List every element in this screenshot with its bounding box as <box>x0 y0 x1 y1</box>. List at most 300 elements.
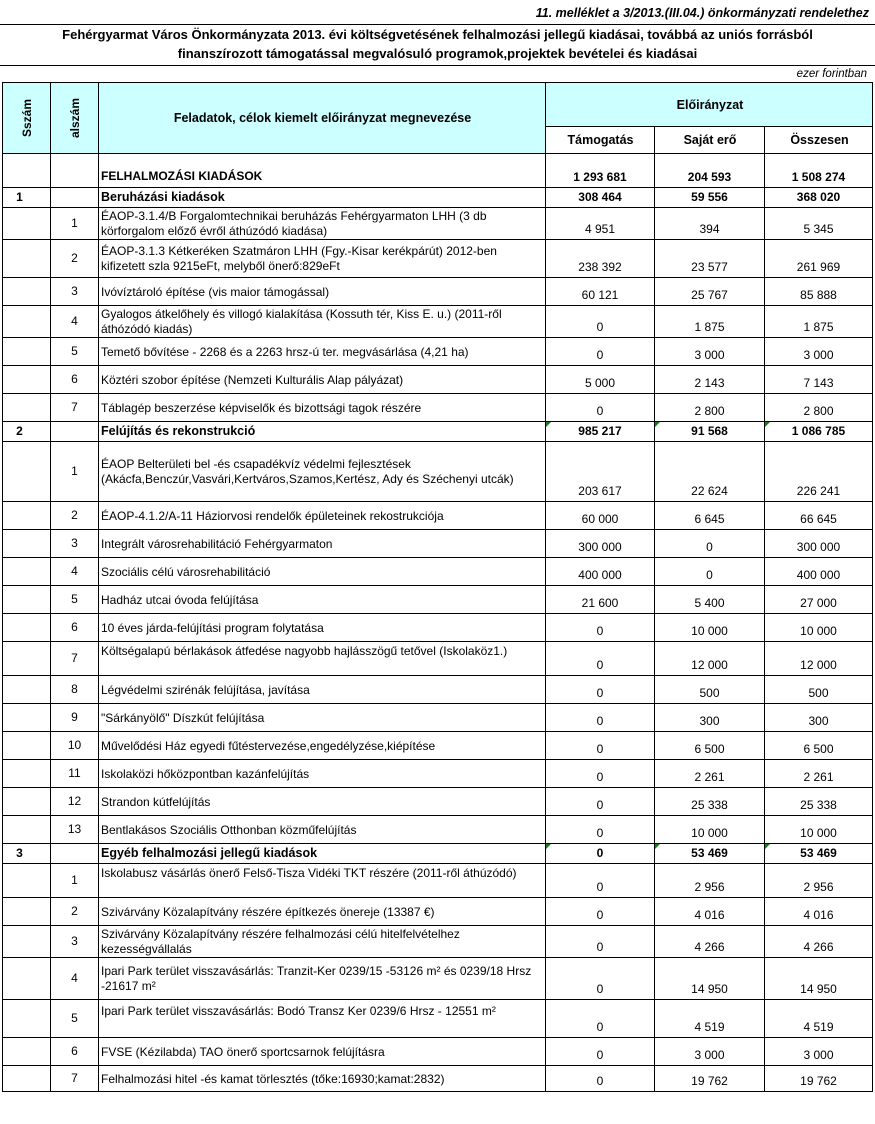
item-number: 10 <box>67 737 82 752</box>
item-tam: 0 <box>596 686 604 700</box>
alszam-cell <box>50 240 98 278</box>
item-ossz: 261 969 <box>796 260 841 274</box>
tam-cell <box>545 642 654 676</box>
tam-cell <box>545 278 654 306</box>
item-ossz: 3 000 <box>803 1048 834 1062</box>
header-sajat: Saját erő <box>683 133 737 147</box>
item-number: 5 <box>71 343 78 358</box>
ossz-cell <box>764 704 873 732</box>
header-szam-cell <box>2 82 50 154</box>
item-description: ÉAOP-3.1.4/B Forgalomtechnikai beruházás Fehérgyarmaton LHH (3 db körforgalom előző évről áthúzódó kiadása) <box>101 209 487 238</box>
item-ossz: 25 338 <box>800 798 837 812</box>
desc-cell <box>98 1000 545 1038</box>
section-tam: 0 <box>596 846 604 860</box>
item-sajat: 2 800 <box>694 404 725 418</box>
desc-cell <box>98 422 545 442</box>
ossz-cell <box>764 642 873 676</box>
item-tam: 0 <box>596 940 604 954</box>
desc-cell <box>98 394 545 422</box>
sajat-cell <box>654 788 764 816</box>
total-ossz: 1 508 274 <box>791 170 846 184</box>
item-ossz: 10 000 <box>800 826 837 840</box>
section-label: Beruházási kiadások <box>101 190 225 204</box>
szam-cell <box>2 1000 50 1038</box>
item-tam: 0 <box>596 770 604 784</box>
item-tam: 203 617 <box>578 484 622 498</box>
item-number: 4 <box>71 970 78 985</box>
item-sajat: 25 767 <box>691 288 728 302</box>
desc-cell <box>98 188 545 208</box>
alszam-cell <box>50 676 98 704</box>
item-number: 3 <box>71 933 78 948</box>
section-number: 2 <box>16 424 23 438</box>
item-ossz: 300 <box>808 714 829 728</box>
desc-cell <box>98 704 545 732</box>
item-description: ÉAOP-4.1.2/A-11 Háziorvosi rendelők épületeinek rekostrukciója <box>101 508 444 523</box>
item-number: 11 <box>68 765 81 780</box>
item-number: 13 <box>67 821 82 836</box>
section-label: Egyéb felhalmozási jellegű kiadások <box>101 846 318 860</box>
desc-cell <box>98 338 545 366</box>
alszam-cell <box>50 502 98 530</box>
szam-cell <box>2 614 50 642</box>
item-description: Ipari Park terület visszavásárlás: Tranzit-Ker 0239/15 -53126 m² és 0239/18 Hrsz -21617 m² <box>101 964 532 993</box>
item-tam: 0 <box>596 658 604 672</box>
item-description: "Sárkányölő" Díszkút felújítása <box>101 710 265 725</box>
sajat-cell <box>654 306 764 338</box>
alszam-cell <box>50 1000 98 1038</box>
table-row <box>0 558 875 586</box>
section-sajat: 53 469 <box>691 846 728 860</box>
item-tam: 0 <box>596 880 604 894</box>
header-alszam: alszám <box>68 97 82 139</box>
tam-cell <box>545 676 654 704</box>
sajat-cell <box>654 1000 764 1038</box>
item-sajat: 300 <box>699 714 720 728</box>
sajat-cell <box>654 208 764 240</box>
table-row <box>0 676 875 704</box>
item-ossz: 400 000 <box>796 568 841 582</box>
szam-cell <box>2 306 50 338</box>
szam-cell <box>2 676 50 704</box>
desc-cell <box>98 642 545 676</box>
item-tam: 21 600 <box>581 596 619 610</box>
header-group-cell <box>545 82 873 126</box>
szam-cell <box>2 642 50 676</box>
ossz-cell <box>764 1038 873 1066</box>
table-row <box>0 442 875 502</box>
item-tam: 300 000 <box>578 540 622 554</box>
desc-cell <box>98 926 545 958</box>
ossz-cell <box>764 586 873 614</box>
tam-cell <box>545 1066 654 1092</box>
alszam-cell <box>50 188 98 208</box>
item-number: 7 <box>71 399 78 414</box>
table-row <box>0 530 875 558</box>
alszam-cell <box>50 442 98 502</box>
header-tam: Támogatás <box>567 133 634 147</box>
item-sajat: 5 400 <box>694 596 725 610</box>
item-tam: 0 <box>596 826 604 840</box>
tam-cell <box>545 898 654 926</box>
item-number: 8 <box>71 681 78 696</box>
desc-cell <box>98 442 545 502</box>
item-description: ÉAOP-3.1.3 Kétkeréken Szatmáron LHH (Fgy.-Kisar kerékpárút) 2012-ben kifizetett szla 9215eFt, melyből önerő:829eFt <box>101 244 497 273</box>
item-tam: 0 <box>596 1074 604 1088</box>
desc-cell <box>98 676 545 704</box>
item-description: Szivárvány Közalapítvány részére felhalmozási célú hitelfelvételhez kezességvállalás <box>101 927 460 956</box>
tam-cell <box>545 816 654 844</box>
tam-cell <box>545 844 654 864</box>
szam-cell <box>2 864 50 898</box>
desc-cell <box>98 208 545 240</box>
sajat-cell <box>654 338 764 366</box>
item-ossz: 14 950 <box>800 982 837 996</box>
szam-cell <box>2 530 50 558</box>
item-tam: 238 392 <box>578 260 622 274</box>
tam-cell <box>545 864 654 898</box>
section-sajat: 91 568 <box>691 424 728 438</box>
item-ossz: 5 345 <box>803 222 834 236</box>
table-row <box>0 898 875 926</box>
item-number: 3 <box>71 283 78 298</box>
table-header <box>0 82 875 154</box>
item-number: 3 <box>71 535 78 550</box>
alszam-cell <box>50 704 98 732</box>
szam-cell <box>2 926 50 958</box>
section-number: 1 <box>16 190 23 204</box>
table-row <box>0 208 875 240</box>
ossz-cell <box>764 240 873 278</box>
item-tam: 0 <box>596 320 604 334</box>
table-row <box>0 366 875 394</box>
ossz-cell <box>764 1066 873 1092</box>
szam-cell <box>2 844 50 864</box>
alszam-cell <box>50 898 98 926</box>
header-tam-cell <box>545 126 654 154</box>
sajat-cell <box>654 642 764 676</box>
sajat-cell <box>654 154 764 188</box>
tam-cell <box>545 422 654 442</box>
item-number: 2 <box>71 507 78 522</box>
alszam-cell <box>50 864 98 898</box>
item-number: 1 <box>71 215 78 230</box>
sajat-cell <box>654 958 764 1000</box>
desc-cell <box>98 614 545 642</box>
szam-cell <box>2 558 50 586</box>
sajat-cell <box>654 366 764 394</box>
szam-cell <box>2 958 50 1000</box>
desc-cell <box>98 530 545 558</box>
alszam-cell <box>50 760 98 788</box>
item-tam: 0 <box>596 1048 604 1062</box>
sajat-cell <box>654 614 764 642</box>
item-tam: 0 <box>596 624 604 638</box>
alszam-cell <box>50 816 98 844</box>
item-number: 6 <box>71 619 78 634</box>
item-description: 10 éves járda-felújítási program folytatása <box>101 620 324 635</box>
item-description: FVSE (Kézilabda) TAO önerő sportcsarnok felújításra <box>101 1044 385 1059</box>
item-description: Táblagép beszerzése képviselők és bizottsági tagok részére <box>101 400 422 415</box>
item-sajat: 0 <box>706 568 713 582</box>
alszam-cell <box>50 278 98 306</box>
desc-cell <box>98 816 545 844</box>
item-number: 12 <box>67 793 82 808</box>
table-row <box>0 278 875 306</box>
desc-cell <box>98 306 545 338</box>
alszam-cell <box>50 614 98 642</box>
sajat-cell <box>654 586 764 614</box>
item-ossz: 300 000 <box>796 540 841 554</box>
table-row <box>0 926 875 958</box>
table-row <box>0 864 875 898</box>
desc-cell <box>98 788 545 816</box>
sajat-cell <box>654 278 764 306</box>
desc-cell <box>98 898 545 926</box>
item-description: Strandon kútfelújítás <box>101 794 211 809</box>
desc-cell <box>98 1066 545 1092</box>
item-description: Ipari Park terület visszavásárlás: Bodó Transz Ker 0239/6 Hrsz - 12551 m² <box>101 1004 496 1018</box>
item-ossz: 12 000 <box>800 658 837 672</box>
sajat-cell <box>654 926 764 958</box>
item-ossz: 19 762 <box>800 1074 837 1088</box>
item-ossz: 4 519 <box>803 1020 834 1034</box>
sajat-cell <box>654 422 764 442</box>
item-sajat: 14 950 <box>691 982 728 996</box>
alszam-cell <box>50 1066 98 1092</box>
alszam-cell <box>50 1038 98 1066</box>
table-row <box>0 1066 875 1092</box>
ossz-cell <box>764 422 873 442</box>
header-group: Előirányzat <box>676 98 744 112</box>
item-number: 4 <box>71 313 78 328</box>
item-number: 2 <box>71 903 78 918</box>
table-row <box>0 788 875 816</box>
item-ossz: 4 266 <box>803 940 834 954</box>
ossz-cell <box>764 1000 873 1038</box>
section-tam: 308 464 <box>578 190 622 204</box>
ossz-cell <box>764 530 873 558</box>
szam-cell <box>2 278 50 306</box>
item-number: 6 <box>71 371 78 386</box>
item-ossz: 6 500 <box>803 742 834 756</box>
szam-cell <box>2 208 50 240</box>
tam-cell <box>545 306 654 338</box>
table-row <box>0 642 875 676</box>
item-ossz: 2 261 <box>803 770 834 784</box>
tam-cell <box>545 442 654 502</box>
item-sajat: 2 956 <box>694 880 725 894</box>
item-description: Köztéri szobor építése (Nemzeti Kulturális Alap pályázat) <box>101 372 404 387</box>
ossz-cell <box>764 306 873 338</box>
table-row <box>0 816 875 844</box>
item-description: Költségalapú bérlakások átfedése nagyobb hajlásszögű tetővel (Iskolaköz1.) <box>101 644 508 658</box>
ossz-cell <box>764 844 873 864</box>
item-sajat: 2 143 <box>694 376 725 390</box>
ossz-cell <box>764 278 873 306</box>
item-description: Iskolaközi hőközpontban kazánfelújítás <box>101 766 310 781</box>
szam-cell <box>2 188 50 208</box>
section-label: Felújítás és rekonstrukció <box>101 424 256 438</box>
item-number: 7 <box>71 650 78 665</box>
cell-marker-icon <box>546 422 551 427</box>
alszam-cell <box>50 530 98 558</box>
item-sajat: 0 <box>706 540 713 554</box>
desc-cell <box>98 760 545 788</box>
unit-note: ezer forintban <box>796 68 867 80</box>
title-line-2: finanszírozott támogatással megvalósuló programok,projektek bevételei és kiadásai <box>177 46 698 61</box>
sajat-cell <box>654 864 764 898</box>
sajat-cell <box>654 1038 764 1066</box>
tam-cell <box>545 366 654 394</box>
item-sajat: 6 645 <box>694 512 725 526</box>
tam-cell <box>545 732 654 760</box>
szam-cell <box>2 704 50 732</box>
ossz-cell <box>764 898 873 926</box>
ossz-cell <box>764 864 873 898</box>
table-row <box>0 586 875 614</box>
header-ossz: Összesen <box>790 133 849 147</box>
szam-cell <box>2 154 50 188</box>
tam-cell <box>545 788 654 816</box>
tam-cell <box>545 394 654 422</box>
szam-cell <box>2 502 50 530</box>
desc-cell <box>98 844 545 864</box>
title-line-1: Fehérgyarmat Város Önkormányzata 2013. évi költségvetésének felhalmozási jellegű kiadásai, továbbá az uniós forrásból <box>62 27 813 42</box>
ossz-cell <box>764 558 873 586</box>
item-sajat: 2 261 <box>694 770 725 784</box>
sajat-cell <box>654 394 764 422</box>
sajat-cell <box>654 240 764 278</box>
tam-cell <box>545 240 654 278</box>
sajat-cell <box>654 732 764 760</box>
tam-cell <box>545 926 654 958</box>
item-sajat: 12 000 <box>691 658 728 672</box>
desc-cell <box>98 586 545 614</box>
table-row <box>0 760 875 788</box>
divider <box>0 65 875 66</box>
section-ossz: 53 469 <box>800 846 837 860</box>
szam-cell <box>2 898 50 926</box>
sajat-cell <box>654 760 764 788</box>
alszam-cell <box>50 586 98 614</box>
item-description: Légvédelmi szirénák felújítása, javítása <box>101 682 310 697</box>
cell-marker-icon <box>655 422 660 427</box>
sajat-cell <box>654 530 764 558</box>
item-sajat: 10 000 <box>691 826 728 840</box>
item-ossz: 2 956 <box>803 880 834 894</box>
cell-marker-icon <box>655 844 660 849</box>
item-tam: 0 <box>596 1020 604 1034</box>
alszam-cell <box>50 958 98 1000</box>
sajat-cell <box>654 1066 764 1092</box>
item-ossz: 85 888 <box>800 288 837 302</box>
alszam-cell <box>50 422 98 442</box>
item-tam: 0 <box>596 982 604 996</box>
ossz-cell <box>764 676 873 704</box>
table-row <box>0 394 875 422</box>
desc-cell <box>98 240 545 278</box>
sajat-cell <box>654 558 764 586</box>
total-label: FELHALMOZÁSI KIADÁSOK <box>101 169 263 183</box>
ossz-cell <box>764 338 873 366</box>
item-sajat: 4 519 <box>694 1020 725 1034</box>
sajat-cell <box>654 188 764 208</box>
section-row <box>0 422 875 442</box>
tam-cell <box>545 958 654 1000</box>
tam-cell <box>545 208 654 240</box>
item-description: Bentlakásos Szociális Otthonban közműfelújítás <box>101 822 357 837</box>
table-row <box>0 240 875 278</box>
item-tam: 0 <box>596 404 604 418</box>
ossz-cell <box>764 208 873 240</box>
item-description: Integrált városrehabilitáció Fehérgyarmaton <box>101 536 333 551</box>
sajat-cell <box>654 898 764 926</box>
desc-cell <box>98 366 545 394</box>
desc-cell <box>98 502 545 530</box>
cell-marker-icon <box>765 844 770 849</box>
item-sajat: 6 500 <box>694 742 725 756</box>
alszam-cell <box>50 394 98 422</box>
divider <box>0 24 875 25</box>
item-sajat: 25 338 <box>691 798 728 812</box>
item-ossz: 500 <box>808 686 829 700</box>
ossz-cell <box>764 760 873 788</box>
desc-cell <box>98 154 545 188</box>
ossz-cell <box>764 788 873 816</box>
szam-cell <box>2 732 50 760</box>
item-description: Hadház utcai óvoda felújítása <box>101 592 259 607</box>
item-description: Temető bővítése - 2268 és a 2263 hrsz-ú ter. megvásárlása (4,21 ha) <box>101 344 469 359</box>
desc-cell <box>98 1038 545 1066</box>
cell-marker-icon <box>546 844 551 849</box>
item-description: Szivárvány Közalapítvány részére építkezés önereje (13387 €) <box>101 904 435 919</box>
sajat-cell <box>654 844 764 864</box>
table-row <box>0 502 875 530</box>
item-number: 5 <box>71 591 78 606</box>
alszam-cell <box>50 788 98 816</box>
szam-cell <box>2 1038 50 1066</box>
section-tam: 985 217 <box>578 424 622 438</box>
item-ossz: 3 000 <box>803 348 834 362</box>
item-number: 1 <box>71 872 78 887</box>
section-row <box>0 844 875 864</box>
cell-marker-icon <box>765 422 770 427</box>
section-ossz: 368 020 <box>796 190 841 204</box>
sajat-cell <box>654 442 764 502</box>
section-number: 3 <box>16 846 23 860</box>
item-description: Gyalogos átkelőhely és villogó kialakítása (Kossuth tér, Kiss E. u.) (2011-ről áthózódó kiadás) <box>101 307 502 336</box>
desc-cell <box>98 732 545 760</box>
item-description: Ivóvíztároló építése (vis maior támogással) <box>101 284 330 299</box>
item-sajat: 19 762 <box>691 1074 728 1088</box>
table-row <box>0 1000 875 1038</box>
item-number: 4 <box>71 563 78 578</box>
szam-cell <box>2 1066 50 1092</box>
sajat-cell <box>654 816 764 844</box>
alszam-cell <box>50 306 98 338</box>
table-row <box>0 614 875 642</box>
ossz-cell <box>764 188 873 208</box>
item-number: 6 <box>71 1043 78 1058</box>
table-row <box>0 1038 875 1066</box>
item-tam: 60 121 <box>581 288 619 302</box>
ossz-cell <box>764 394 873 422</box>
item-description: ÉAOP Belterületi bel -és csapadékvíz védelmi fejlesztések (Akácfa,Benczúr,Vasvári,Kertváros,Szamos,Kertész, Ady és Széchenyi utcák) <box>101 457 514 486</box>
ossz-cell <box>764 732 873 760</box>
item-sajat: 1 875 <box>694 320 725 334</box>
ossz-cell <box>764 154 873 188</box>
